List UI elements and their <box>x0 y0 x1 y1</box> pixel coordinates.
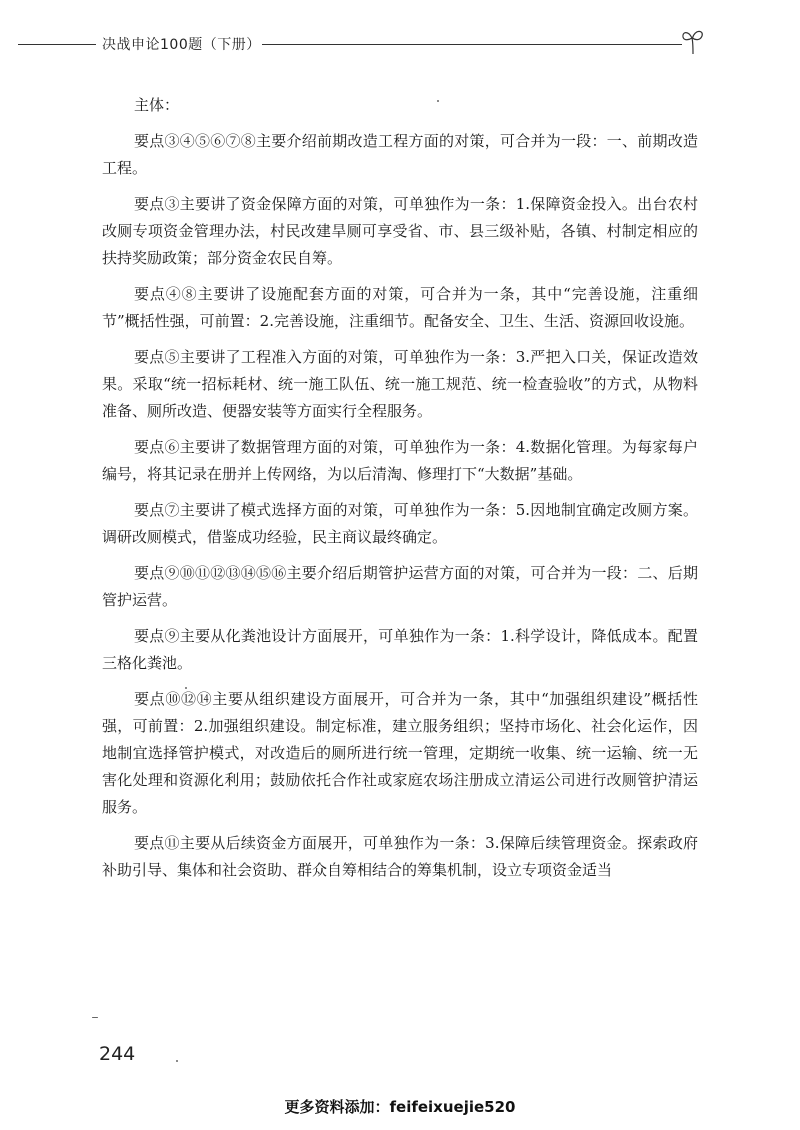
paragraph: 要点⑨⑩⑪⑫⑬⑭⑮⑯主要介绍后期管护运营方面的对策，可合并为一段：二、后期管护运营。 <box>102 564 698 609</box>
paragraph: 要点③主要讲了资金保障方面的对策，可单独作为一条：1.保障资金投入。出台农村改厕专项资金管理办法，村民改建旱厕可享受省、市、县三级补贴，各镇、村制定相应的扶持奖励政策；部分资金农民自筹。 <box>102 195 698 267</box>
body-text <box>102 92 698 893</box>
paragraph: 要点⑥主要讲了数据管理方面的对策，可单独作为一条：4.数据化管理。为每家每户编号，将其记录在册并上传网络，为以后清淘、修理打下“大数据”基础。 <box>102 438 698 483</box>
book-title: 决战申论100题（下册） <box>102 37 261 53</box>
sprout-icon <box>680 26 706 56</box>
page-number: 244 <box>99 1043 136 1065</box>
paragraph: 要点⑤主要讲了工程准入方面的对策，可单独作为一条：3.严把入口关，保证改造效果。采取“统一招标耗材、统一施工队伍、统一施工规范、统一检查验收”的方式，从物料准备、厕所改造、便器安装等方面实行全程服务。 <box>102 348 698 420</box>
paragraph: 要点⑦主要讲了模式选择方面的对策，可单独作为一条：5.因地制宜确定改厕方案。调研改厕模式，借鉴成功经验，民主商议最终确定。 <box>102 501 698 546</box>
scan-speck <box>92 1017 98 1018</box>
paragraph: 要点⑩⑫⑭主要从组织建设方面展开，可合并为一条，其中“加强组织建设”概括性强，可前置：2.加强组织建设。制定标准，建立服务组织；坚持市场化、社会化运作，因地制宜选择管护模式，对改造后的厕所进行统一管理，定期统一收集、统一运输、统一无害化处理和资源化利用；鼓励依托合作社或家庭农场注册成立清运公司进行改厕管护清运服务。 <box>102 690 698 816</box>
scan-speck <box>176 1060 178 1062</box>
footer-note: 更多资料添加：feifeixuejie520 <box>284 1098 516 1116</box>
paragraph: 要点⑨主要从化粪池设计方面展开，可单独作为一条：1.科学设计，降低成本。配置三格化粪池。 <box>102 627 698 672</box>
scan-speck <box>437 100 439 102</box>
running-header <box>0 30 800 60</box>
paragraph: 要点⑪主要从后续资金方面展开，可单独作为一条：3.保障后续管理资金。探索政府补助引导、集体和社会资助、群众自筹相结合的筹集机制，设立专项资金适当 <box>102 834 698 879</box>
paragraph-heading-main: 主体： <box>134 96 180 114</box>
header-rule-right <box>262 44 682 45</box>
paragraph: 要点④⑧主要讲了设施配套方面的对策，可合并为一条，其中“完善设施，注重细节”概括性强，可前置：2.完善设施，注重细节。配备安全、卫生、生活、资源回收设施。 <box>102 285 698 330</box>
scan-speck <box>185 687 187 689</box>
paragraph: 要点③④⑤⑥⑦⑧主要介绍前期改造工程方面的对策，可合并为一段：一、前期改造工程。 <box>102 132 698 177</box>
header-rule-left <box>18 44 96 45</box>
